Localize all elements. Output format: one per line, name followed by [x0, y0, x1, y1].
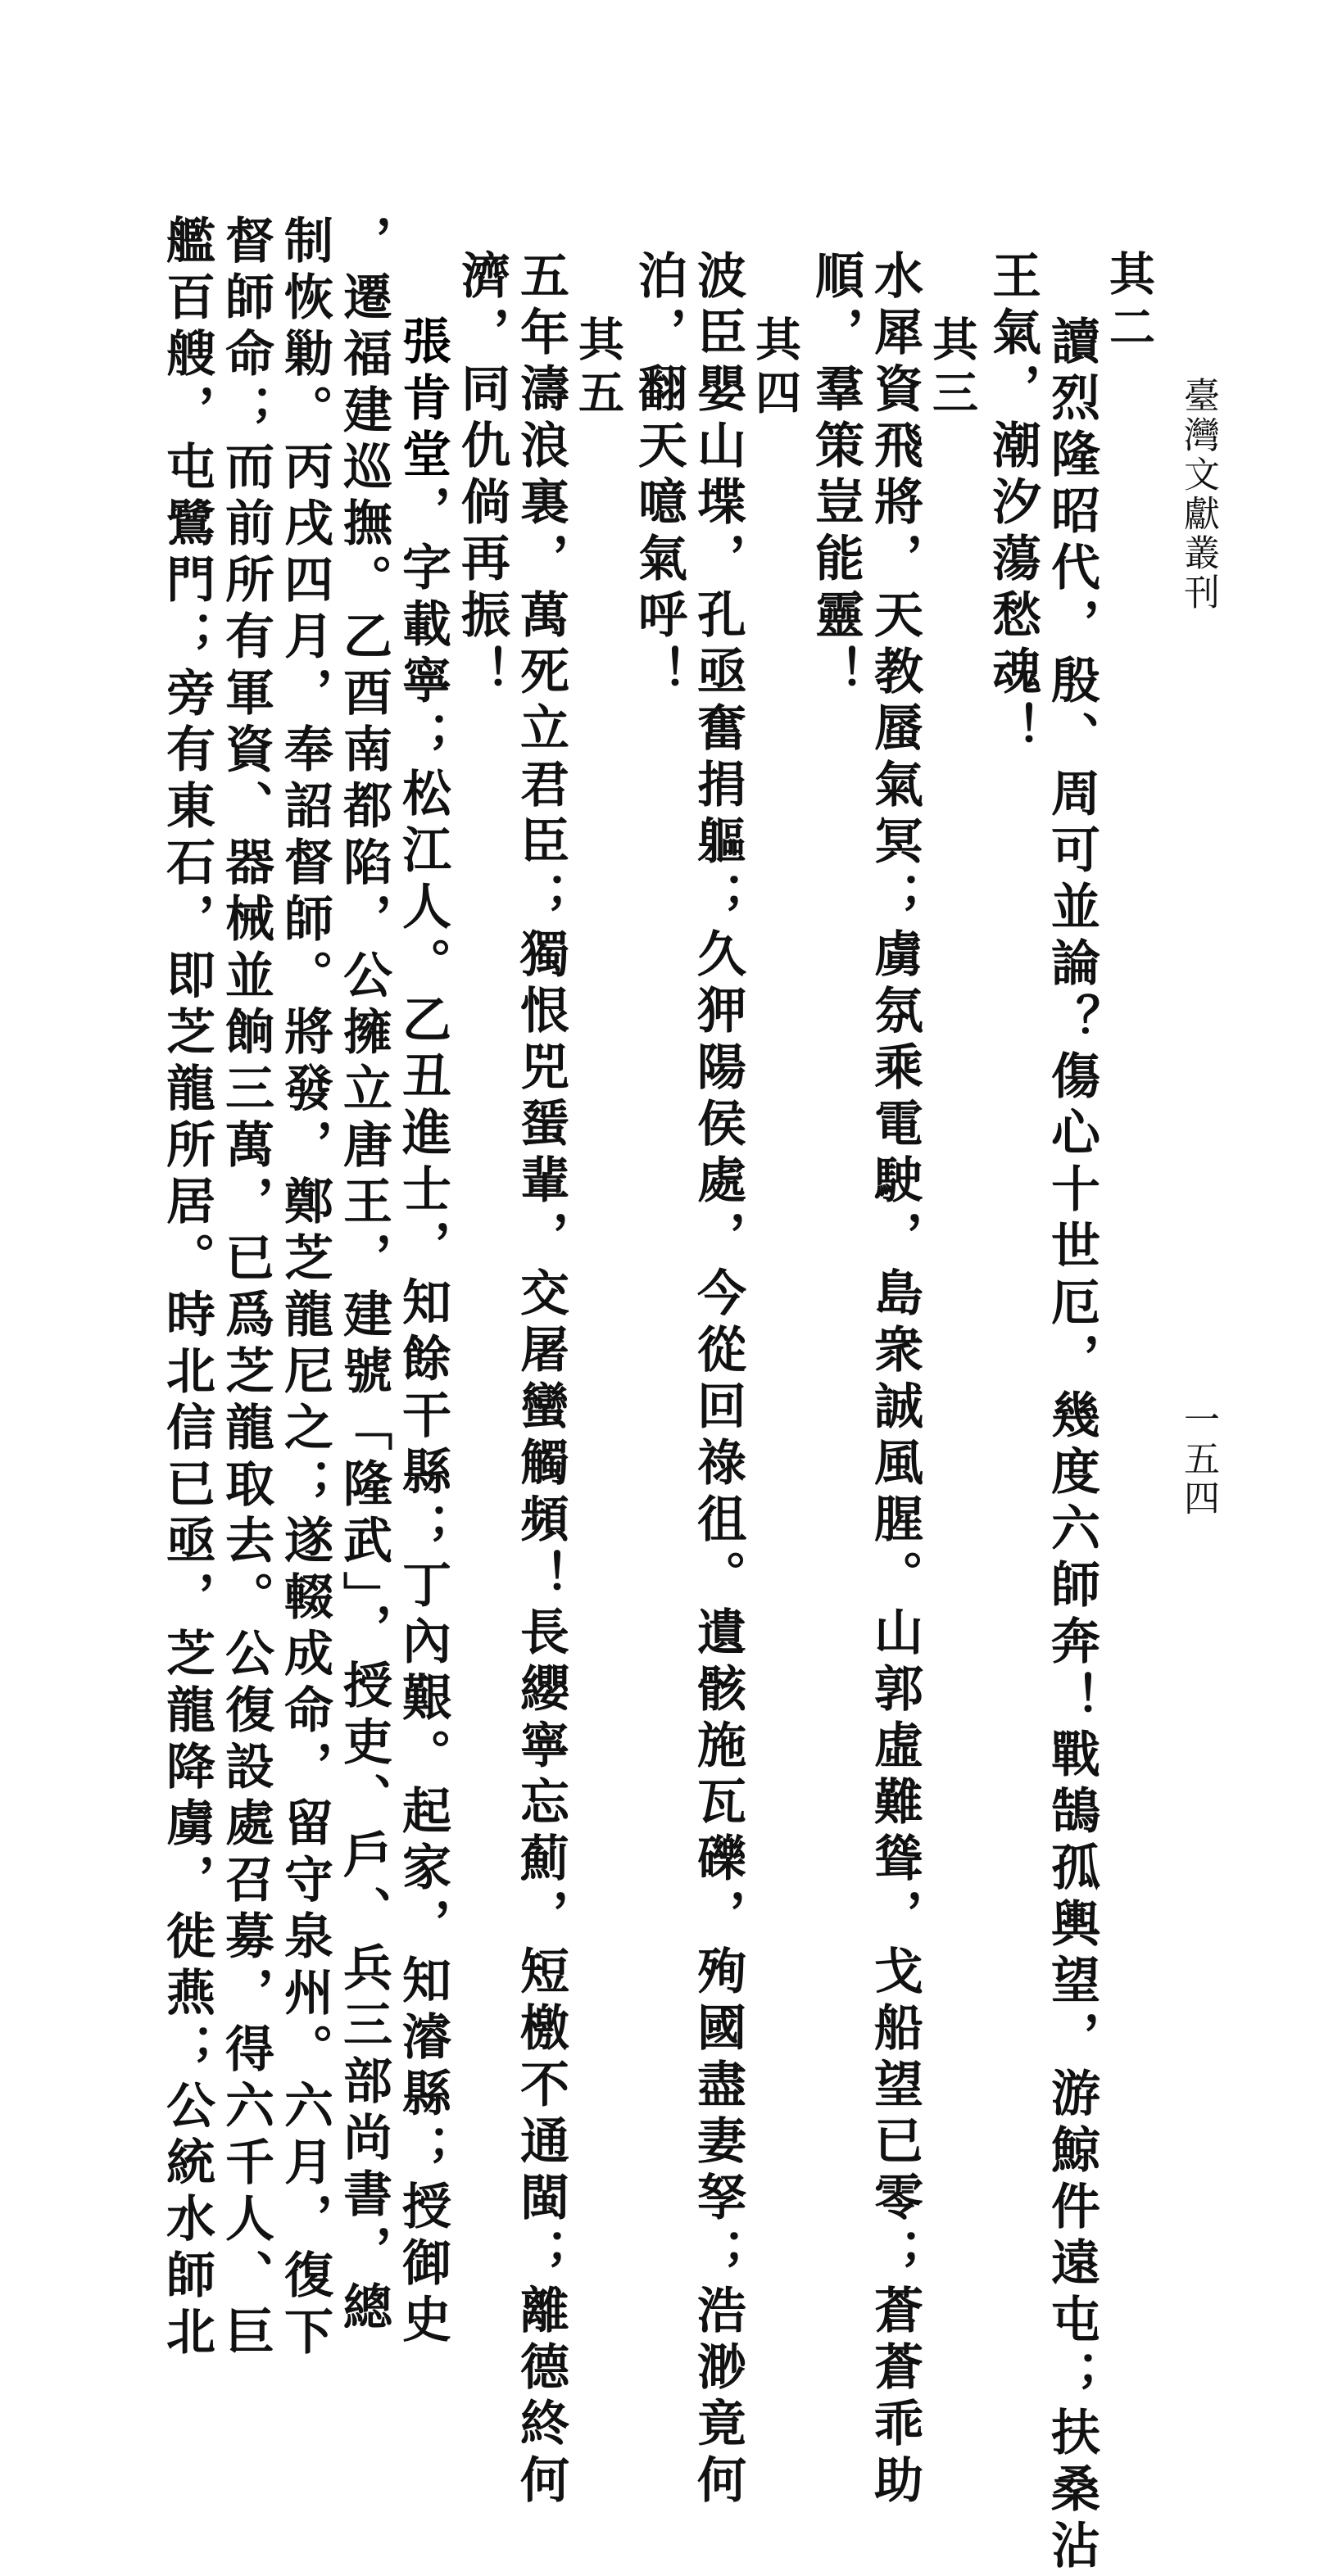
person-name: 張肯堂	[394, 315, 451, 485]
biography-line	[394, 315, 451, 2350]
biography-text: ，字載寧；松江人。乙丑進士，知餘干縣；丁內艱。起家，知濬縣；授御史	[394, 485, 451, 2350]
poem-line: 順，羣策豈能靈！	[807, 250, 864, 702]
poem-line: 波臣嬰山堞，孔亟奮捐軀；久狎陽侯處，今從回祿徂。遺骸施瓦礫，殉國盡妻孥；浩渺竟何	[689, 250, 746, 2510]
biography-line: ，遷福建巡撫。乙酉南都陷，公擁立唐王，建號「隆武」，授吏、戶、兵三部尚書，總	[335, 215, 392, 2338]
poem-line: 五年濤浪裏，萬死立君臣；獨恨兕蜑輩，交屠蠻觸頻！長纓寧忘薊，短檄不通閩；離德終何	[512, 250, 569, 2510]
biography-line: 督師命；而前所有軍資、器械並餉三萬，已爲芝龍取去。公復設處召募，得六千人、巨	[217, 215, 274, 2362]
poem-line: 讀烈隆昭代，殷、周可並論？傷心十世厄，幾度六師奔！戰鵠孤輿望，游鯨件遠屯；扶桑沾	[1043, 315, 1100, 2576]
biography-line: 制恢勦。丙戌四月，奉詔督師。將發，鄭芝龍尼之；遂輟成命，留守泉州。六月，復下	[276, 215, 333, 2362]
biography-line: 艦百艘，屯鷺門；旁有東石，即芝龍所居。時北信已亟，芝龍降虜，徙燕；公統水師北	[158, 215, 215, 2362]
poem-line: 泊，翻天噫氣呼！	[630, 250, 687, 702]
poem-heading: 其五	[571, 315, 625, 422]
poem-heading: 其四	[748, 315, 802, 422]
poem-heading: 其二	[1102, 250, 1156, 356]
series-title: 臺灣文獻叢刊	[1177, 377, 1219, 613]
page-number: 一五四	[1177, 1401, 1219, 1519]
poem-heading: 其三	[925, 315, 979, 422]
poem-line: 濟，同仇倘再振！	[453, 250, 510, 702]
poem-line: 水犀資飛將，天教蜃氣冥；虜氛乘電駛，島衆誠風腥。山郭虛難聳，戈船望已零；蒼蒼乖助	[866, 250, 923, 2510]
poem-line: 王氣，潮汐蕩愁魂！	[984, 250, 1041, 758]
